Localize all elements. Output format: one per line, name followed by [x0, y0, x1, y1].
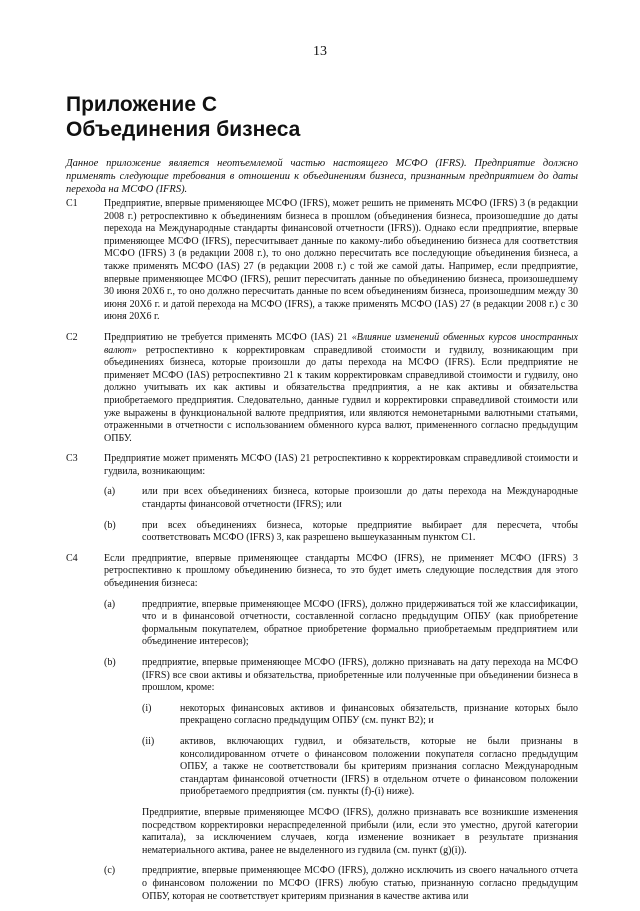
list-item-label: (b)	[104, 657, 116, 668]
list-item-label: (a)	[104, 486, 116, 498]
paragraph-c3	[66, 453, 578, 545]
nested-list-item-label: (i)	[142, 702, 152, 714]
follow-up-text: Предприятие, впервые применяющее МСФО (IFRS), должно признавать все возникшие изменения посредством корректировки нераспределенной прибыли (или, если это уместно, другой категории капитала), за исключением случаев, когда изменение возникает в результате признания нематериального актива, ранее не выделенного из гудвила (см. пункт (g)(i)).	[142, 806, 578, 856]
paragraph-text	[104, 332, 578, 445]
paragraph-text: Предприятие может применять МСФО (IAS) 21 ретроспективно к корректировкам справедливой стоимости и гудвила, возникающим:	[104, 453, 578, 477]
paragraph-label: С1	[66, 198, 78, 209]
appendix-intro: Данное приложение является неотъемлемой частью настоящего МСФО (IFRS). Предприятие должно применять следующие требования в отношении к объединениям бизнеса, признанным предприятием до даты перехода на МСФО (IFRS).	[66, 158, 578, 196]
paragraph-c2	[66, 332, 578, 445]
list-item	[104, 520, 578, 545]
nested-list-item-text: активов, включающих гудвил, и обязательств, которые не были признаны в консолидированном отчете о финансовом положении покупателя согласно предыдущим ОПБУ, а также не соответствовали бы критериям признания согласно Международным стандартам финансовой отчетности (IFRS) в отдельном отчете о финансовом положении приобретаемого предприятия (см. пункты (f)-(i) ниже).	[180, 735, 578, 798]
paragraph-text-end: ретроспективно к корректировкам справедливой стоимости и гудвилу, возникающим при объединениях бизнеса, которые произошли до даты перехода на МСФО (IFRS). Если предприятие не применяет МСФО (IAS) ретроспективно 21 к таким корректировкам справедливой стоимости и гудвилу, оно должно учитывать их как активы и обязательства предприятия, а не как активы и обязательства приобретаемого предприятия. Следовательно, данные гудвил и корректировки справедливой стоимости или уже выражены в функциональной валюте предприятия, или являются немонетарными валютными статьями, отраженными в отчетности с использованием обменного курса валют, примененного согласно предыдущим ОПБУ.	[104, 344, 578, 444]
nested-list-item-label: (ii)	[142, 735, 155, 747]
appendix-subtitle: Объединения бизнеса	[66, 118, 301, 141]
paragraph-text-start: Предприятию не требуется применять МСФО (IAS) 21	[104, 331, 352, 343]
paragraph-label: С4	[66, 552, 78, 564]
list-item-label: (b)	[104, 519, 116, 531]
list-item-text: предприятие, впервые применяющее МСФО (IFRS), должно придерживаться той же классификации, что и в финансовой отчетности, составленной согласно предыдущим ОПБУ (как приобретение формальным покупателем, обратное приобретение формально приобретаемым предприятием или объединение интересов);	[142, 598, 578, 648]
list-item-label: (c)	[104, 865, 116, 877]
list-item-text: предприятие, впервые применяющее МСФО (IFRS), должно исключить из своего начального отчета о финансовом положении по МСФО (IFRS) любую статью, признанную согласно предыдущим ОПБУ, которая не соответствует критериям признания в качестве актива или	[142, 865, 578, 902]
paragraph-c4	[66, 553, 578, 903]
nested-list-item	[142, 703, 578, 728]
list-item	[104, 599, 578, 649]
page-number: 13	[313, 44, 327, 59]
list-item-text: или при всех объединениях бизнеса, которые произошли до даты перехода на Международные стандарты финансовой отчетности (IFRS); или	[142, 486, 578, 511]
appendix-title: Приложение С	[66, 93, 218, 116]
paragraph-label: С2	[66, 331, 78, 343]
paragraph-c1	[66, 198, 578, 324]
list-item-text: предприятие, впервые применяющее МСФО (IFRS), должно признавать на дату перехода на МСФО (IFRS) все свои активы и обязательства, приобретенные или полученные при объединении бизнеса в прошлом, кроме:	[142, 657, 578, 694]
paragraph-label: С3	[66, 453, 78, 465]
paragraph-text: Если предприятие, впервые применяющее стандарты МСФО (IFRS), не применяет МСФО (IFRS) 3 ретроспективно к прошлому объединению бизнеса, то это будет иметь следующие последствия для этого объединения бизнеса:	[104, 552, 578, 590]
list-item-label: (a)	[104, 598, 116, 610]
nested-list-item	[142, 736, 578, 799]
appendix-body	[66, 198, 578, 911]
paragraph-text: Предприятие, впервые применяющее МСФО (IFRS), может решить не применять МСФО (IFRS) 3 (в редакции 2008 г.) ретроспективно к объединениям бизнеса в прошлом (объединения бизнеса, произошедшие до даты перехода на Международные стандарты финансовой отчетности (IFRS)). Однако если предприятие, впервые применяющее МСФО (IFRS), пересчитывает данные по какому-либо объединению бизнеса для соответствия МСФО (IFRS) 3 (в редакции 2008 г.), то оно должно пересчитать все последующие объединения бизнеса, а также применять МСФО (IAS) 27 (в редакции 2008 г.) с той же самой даты. Например, если предприятие, впервые применяющее МСФО (IFRS), решит пересчитать данные по объединению бизнеса, произошедшему 30 июня 20X6 г., то оно должно пересчитать данные по всем объединениям бизнеса, произошедшим между 30 июня 20X6 г. и датой перехода на МСФО (IFRS), а также применять МСФО (IAS) 27 (в редакции 2008 г.) с 30 июня 20X6 г.	[104, 198, 578, 323]
list-item	[104, 865, 578, 903]
list-item	[104, 486, 578, 511]
standard-title-italic: «Влияние изменений обменных курсов иностранных валют»	[104, 331, 578, 356]
nested-list-item-text: некоторых финансовых активов и финансовых обязательств, признание которых было прекращено согласно предыдущим ОПБУ (см. пункт B2); и	[180, 702, 578, 727]
list-item	[104, 657, 578, 857]
list-item-text: при всех объединениях бизнеса, которые предприятие выбирает для пересчета, чтобы соответствовать МСФО (IFRS) 3, как разрешено вышеуказанным пунктом С1.	[142, 519, 578, 544]
appendix-heading	[66, 92, 300, 142]
